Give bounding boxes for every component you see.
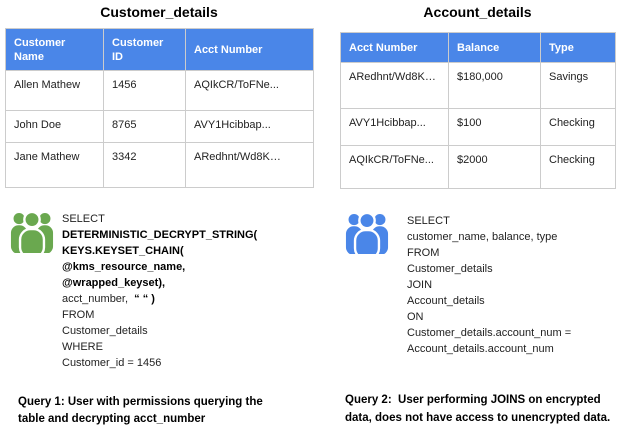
- sql-line: SELECT: [407, 215, 450, 227]
- sql-line: FROM: [62, 309, 95, 321]
- column-header: Customer Name: [6, 29, 104, 71]
- table-cell: Checking: [541, 109, 616, 146]
- sql-line: Customer_details: [407, 263, 493, 275]
- customer-details-table: [5, 28, 314, 188]
- table-cell: Checking: [541, 146, 616, 189]
- sql-line: Customer_details: [62, 325, 148, 337]
- query2-sql-text: [407, 213, 622, 357]
- column-header: Type: [541, 33, 616, 63]
- sql-line: customer_name, balance, type: [407, 231, 558, 243]
- table-header-row: [6, 29, 314, 71]
- table-cell: AQIkCR/ToFNe...: [186, 71, 314, 111]
- table-cell: 1456: [104, 71, 186, 111]
- table-cell: AVY1Hcibbap...: [186, 111, 314, 143]
- table-cell: Jane Mathew: [6, 143, 104, 188]
- sql-line: Customer_id = 1456: [62, 357, 162, 369]
- sql-line: ON: [407, 311, 424, 323]
- group-of-users-icon-green: [9, 209, 55, 253]
- group-of-users-icon-blue: [344, 210, 390, 254]
- column-header: Customer ID: [104, 29, 186, 71]
- table-cell: ARedhnt/Wd8K…: [186, 143, 314, 188]
- table-header-row: [341, 33, 616, 63]
- sql-line: JOIN: [407, 279, 433, 291]
- column-header: Acct Number: [341, 33, 449, 63]
- table-cell: Allen Mathew: [6, 71, 104, 111]
- query1-caption: Query 1: User with permissions querying the table and decrypting acct_number: [18, 396, 266, 425]
- customer-details-table-title: Customer_details: [100, 4, 218, 20]
- table-cell: 3342: [104, 143, 186, 188]
- column-header: Acct Number: [186, 29, 314, 71]
- query2-caption: Query 2: User performing JOINS on encrypted data, does not have access to unencrypted data.: [345, 394, 611, 424]
- table-row: [6, 71, 314, 111]
- table-cell: $100: [449, 109, 541, 146]
- table-row: [341, 146, 616, 189]
- sql-line: @wrapped_keyset),: [62, 277, 166, 289]
- sql-line: @kms_resource_name,: [62, 261, 186, 273]
- table-cell: John Doe: [6, 111, 104, 143]
- sql-line: WHERE: [62, 341, 103, 353]
- table-cell: ARedhnt/Wd8K…: [341, 63, 449, 109]
- sql-line: Account_details.account_num: [407, 343, 554, 355]
- table-row: [341, 109, 616, 146]
- sql-line: FROM: [407, 247, 440, 259]
- sql-line: Customer_details.account_num =: [407, 327, 572, 339]
- column-header: Balance: [449, 33, 541, 63]
- table-row: [6, 111, 314, 143]
- sql-line: DETERMINISTIC_DECRYPT_STRING(: [62, 229, 258, 241]
- account-details-table-title: Account_details: [423, 4, 532, 20]
- sql-line: acct_number, “ “ ): [62, 293, 155, 305]
- table-cell: $180,000: [449, 63, 541, 109]
- table-cell: Savings: [541, 63, 616, 109]
- query1-sql-text: [62, 211, 322, 371]
- table-row: [6, 143, 314, 188]
- sql-line: KEYS.KEYSET_CHAIN(: [62, 245, 184, 257]
- table-cell: $2000: [449, 146, 541, 189]
- account-details-table: [340, 32, 616, 189]
- table-row: [341, 63, 616, 109]
- table-cell: AQIkCR/ToFNe...: [341, 146, 449, 189]
- sql-line: SELECT: [62, 213, 105, 225]
- table-cell: 8765: [104, 111, 186, 143]
- table-cell: AVY1Hcibbap...: [341, 109, 449, 146]
- sql-line: Account_details: [407, 295, 485, 307]
